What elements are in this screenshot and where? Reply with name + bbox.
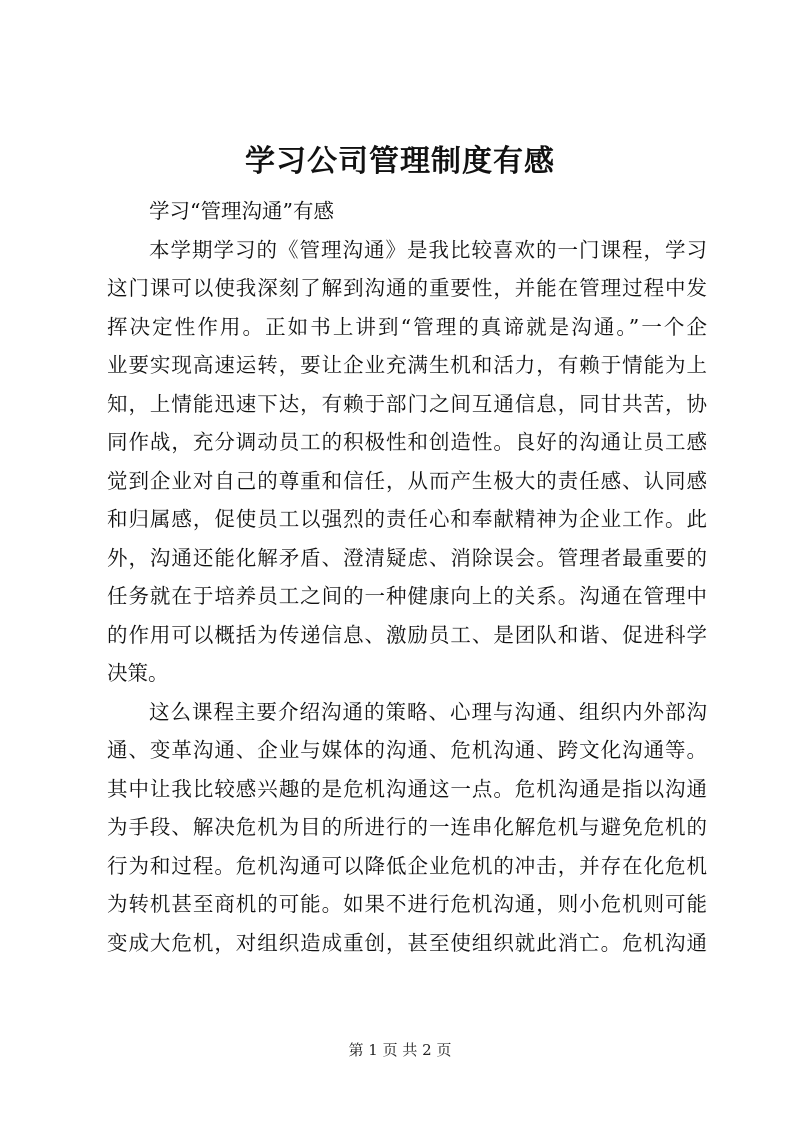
text-line: 为转机甚至商机的可能。如果不进行危机沟通，则小危机则可能: [107, 892, 707, 916]
text-line: 其中让我比较感兴趣的是危机沟通这一点。危机沟通是指以沟通: [107, 776, 707, 801]
text-line: 行为和过程。危机沟通可以降低企业危机的冲击，并存在化危机: [107, 853, 707, 878]
page-footer: 第 1 页 共 2 页: [348, 1041, 452, 1059]
text-line: 业要实现高速运转，要让企业充满生机和活力，有赖于情能为上: [107, 353, 707, 377]
text-line: 知，上情能迅速下达，有赖于部门之间互通信息，同甘共苦，协: [107, 391, 707, 416]
text-line: 外，沟通还能化解矛盾、澄清疑虑、消除误会。管理者最重要的: [107, 545, 707, 570]
text-line: 觉到企业对自己的尊重和信任，从而产生极大的责任感、认同感: [107, 468, 707, 493]
text-line: 本学期学习的《管理沟通》是我比较喜欢的一门课程，学习: [149, 237, 707, 262]
text-line: 决策。: [107, 661, 169, 685]
text-line: 学习“管理沟通”有感: [149, 199, 334, 223]
text-line: 通、变革沟通、企业与媒体的沟通、危机沟通、跨文化沟通等。: [107, 738, 707, 762]
text-line: 同作战，充分调动员工的积极性和创造性。良好的沟通让员工感: [107, 430, 707, 454]
text-line: 这门课可以使我深刻了解到沟通的重要性，并能在管理过程中发: [107, 276, 707, 300]
document-body: [107, 192, 707, 962]
text-line: 挥决定性作用。正如书上讲到“管理的真谛就是沟通。”一个企: [107, 314, 707, 339]
text-line: 这么课程主要介绍沟通的策略、心理与沟通、组织内外部沟: [149, 699, 707, 724]
text-line: 变成大危机，对组织造成重创，甚至使组织就此消亡。危机沟通: [107, 930, 707, 955]
text-line: 的作用可以概括为传递信息、激励员工、是团队和谐、促进科学: [107, 622, 707, 647]
text-line: 任务就在于培养员工之间的一种健康向上的关系。沟通在管理中: [107, 584, 707, 608]
text-line: 为手段、解决危机为目的所进行的一连串化解危机与避免危机的: [107, 815, 707, 839]
text-line: 和归属感，促使员工以强烈的责任心和奉献精神为企业工作。此: [107, 507, 707, 531]
document-title: 学习公司管理制度有感: [245, 144, 555, 179]
